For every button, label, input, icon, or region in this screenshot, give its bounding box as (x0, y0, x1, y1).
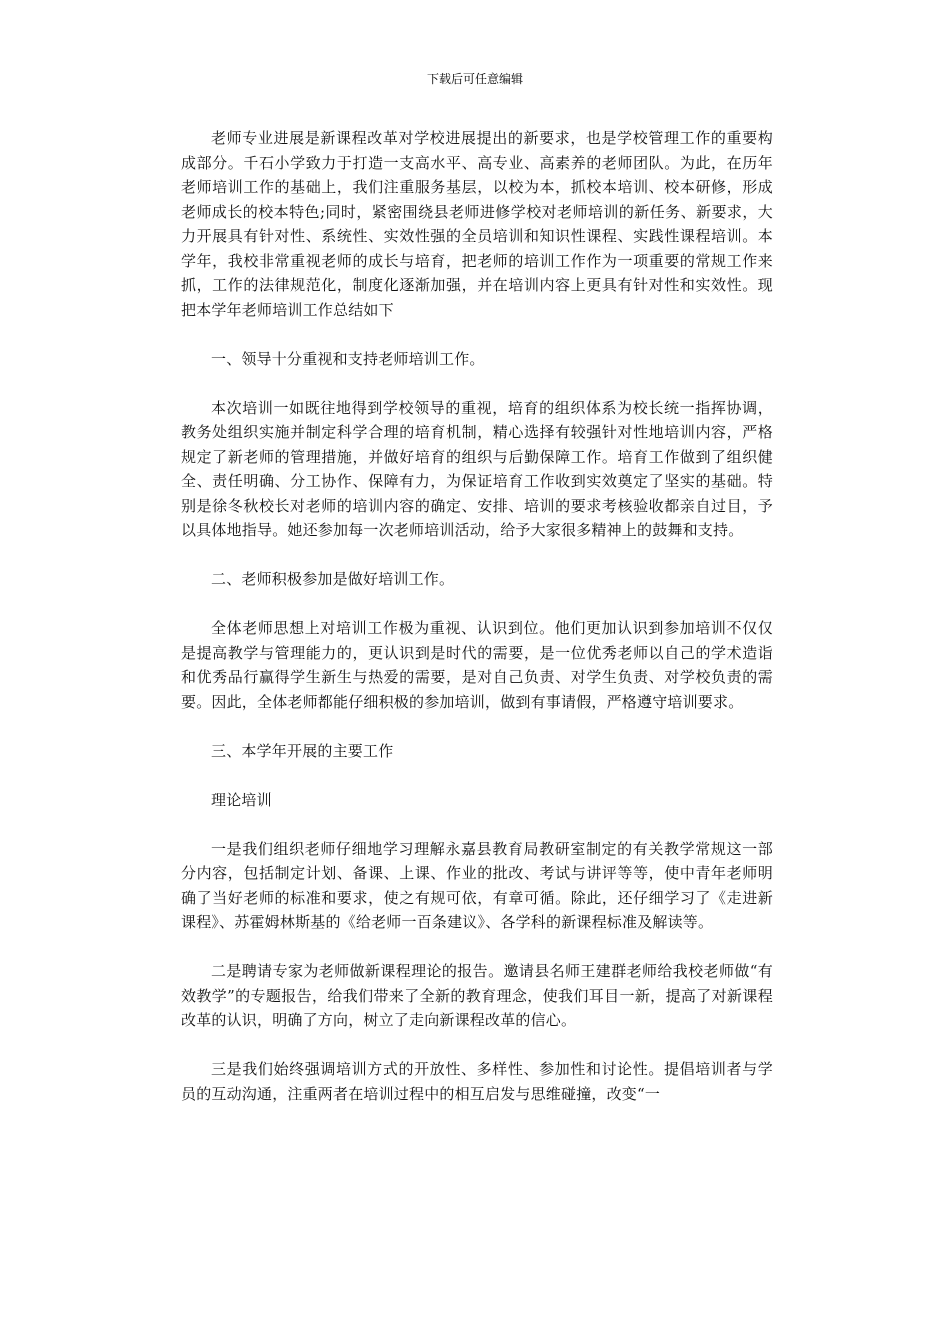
subsection-heading: 理论培训 (211, 790, 272, 809)
section-heading-2: 二、老师积极参加是做好培训工作。 (211, 570, 455, 588)
section-paragraph-1: 本次培训一如既往地得到学校领导的重视，培育的组织体系为校长统一指挥协调，教务处组织实施并制定科学合理的培育机制，精心选择有较强针对性地培训内容，严格规定了新老师的管理措施，并做好培育的组织与后勤保障工作。培育工作做到了组织健全、责任明确、分工协作、保障有力，为保证培育工作收到实效奠定了坚实的基础。特别是徐冬秋校长对老师的培训内容的确定、安排、培训的要求考核验收都亲自过目，予以具体地指导。她还参加每一次老师培训活动，给予大家很多精神上的鼓舞和支持。 (181, 398, 773, 539)
document-body (181, 126, 773, 1131)
section-heading-1: 一、领导十分重视和支持老师培训工作。 (211, 349, 485, 368)
section-paragraph-2: 全体老师思想上对培训工作极为重视、认识到位。他们更加认识到参加培训不仅仅是提高教学与管理能力的，更认识到是时代的需要，是一位优秀老师以自己的学术造诣和优秀品行赢得学生新生与热爱的需要，是对自己负责、对学生负责、对学校负责的需要。因此，全体老师都能仔细积极的参加培训，做到有事请假，严格遵守培训要求。 (181, 619, 773, 711)
item-paragraph-1: 一是我们组织老师仔细地学习理解永嘉县教育局教研室制定的有关教学常规这一部分内容，包括制定计划、备课、上课、作业的批改、考试与讲评等等，使中青年老师明确了当好老师的标准和要求，使之有规可依，有章可循。除此，还仔细学习了《走进新课程》、苏霍姆林斯基的《给老师一百条建议》、各学科的新课程标准及解读等。 (181, 839, 773, 931)
intro-paragraph: 老师专业进展是新课程改革对学校进展提出的新要求，也是学校管理工作的重要构成部分。千石小学致力于打造一支高水平、高专业、高素养的老师团队。为此，在历年老师培训工作的基础上，我们注重服务基层，以校为本，抓校本培训、校本研修，形成老师成长的校本特色;同时，紧密围绕县老师进修学校对老师培训的新任务、新要求，大力开展具有针对性、系统性、实效性强的全员培训和知识性课程、实践性课程培训。本学年，我校非常重视老师的成长与培育，把老师的培训工作作为一项重要的常规工作来抓，工作的法律规范化，制度化逐渐加强，并在培训内容上更具有针对性和实效性。现把本学年老师培训工作总结如下 (181, 129, 773, 319)
page-header-note: 下载后可任意编辑 (426, 72, 523, 86)
section-heading-3: 三、本学年开展的主要工作 (211, 741, 394, 760)
item-paragraph-2: 二是聘请专家为老师做新课程理论的报告。邀请县名师王建群老师给我校老师做“有效教学”的专题报告，给我们带来了全新的教育理念，使我们耳目一新，提高了对新课程改革的认识，明确了方向，树立了走向新课程改革的信心。 (181, 962, 773, 1029)
item-paragraph-3: 三是我们始终强调培训方式的开放性、多样性、参加性和讨论性。提倡培训者与学员的互动沟通，注重两者在培训过程中的相互启发与思维碰撞，改变“一 (181, 1060, 773, 1103)
